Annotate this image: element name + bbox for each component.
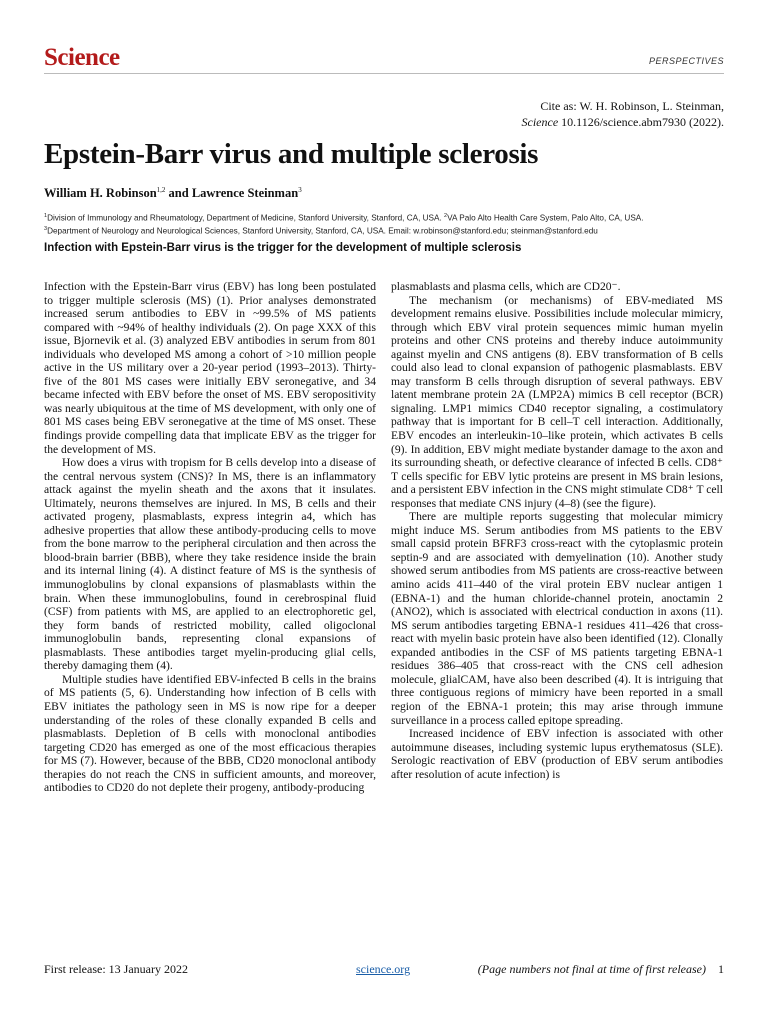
paragraph: plasmablasts and plasma cells, which are CD20⁻. [391,280,621,293]
release-date: First release: 13 January 2022 [44,962,188,976]
section-label: PERSPECTIVES [648,56,724,66]
body-column-right [391,280,723,781]
paragraph: Increased incidence of EBV infection is associated with other autoimmune diseases, including systemic lupus erythematosus (SLE). Serologic reactivation of EBV (production of EBV serum antibodies after resolution of acute infection) is [391,727,723,781]
citation-doi: 10.1126/science.abm7930 (2022). [558,115,724,129]
author-conjunction: and [165,186,192,201]
affil-marker-2: 2 [444,213,448,219]
paragraph: The mechanism (or mechanisms) of EBV-mediated MS development remains elusive. Possibilities include molecular mimicry, through which EBV viral protein sequences mimic human myelin proteins and other CNS proteins and thereby induce autoimmunity against myelin and CNS antigens (8). EBV transformation of B cells could also lead to clonal expansion of pathogenic plasmablasts. EBV may transform B cells through disruption of several pathways. EBV latent membrane protein 2A (LMP2A) mimics B cell receptor (BCR) signaling. LMP1 mimics CD40 receptor signaling, a costimulatory pathway that is important for B cell–T cell interaction. Additionally, EBV encodes an interleukin-10–like protein, which activates B cells (9). In addition, EBV might mediate bystander damage to the axon and its surrounding sheath, or defective clearance of infected B cells. CD8⁺ T cells specific for EBV lytic proteins are present in MS brain lesions, and a persistent EBV infection in the CNS might stimulate CD8⁺ T cell responses that mediate CNS injury (4–8) (see the figure). [391,293,723,510]
citation [522,98,725,130]
paragraph: Infection with the Epstein-Barr virus (EBV) has long been postulated to trigger multiple sclerosis (MS) (1). Prior analyses demonstrated increased serum antibodies to EBV in ~99.5% of MS patients compared with ~94% of healthy individuals (2). On page XXX of this issue, Bjornevik et al. (3) analyzed EBV antibodies in serum from 801 individuals who developed MS among a cohort of >10 million people active in the US military over a 20-year period (1993–2013). Thirty-five of the 801 MS cases were initially EBV seronegative, and 34 became infected with EBV before the onset of MS. EBV seropositivity was nearly ubiquitous at the time of MS development, with only one of 801 MS cases being EBV seronegative at the time of MS onset. These findings provide compelling data that implicate EBV as the trigger for the development of MS. [44,280,376,456]
paragraph: How does a virus with tropism for B cells develop into a disease of the central nervous system (CNS)? In MS, there is an inflammatory attack against the myelin sheath and the axons that it insulates. Ultimately, neurons themselves are injured. In MS, B cells and their activated progeny, plasmablasts, express integrin a4, which has adhesive properties that allow these antibody-producing cells to move from the bone marrow to the peripheral circulation and then across the blood-brain barrier (BBB), where they take residence inside the brain and its internal lining (4). A distinct feature of MS is the synthesis of immunoglobulins by clonal expansions of plasmablasts within the brain. When these immunoglobulins, found in cerebrospinal fluid (CSF) from patients with MS, are applied to an electrophoretic gel, they form bands of restricted mobility, called oligoclonal immunoglobulin bands, representing clonal expansions of plasmablasts. These antibodies target myelin-producing glial cells, thereby damaging them (4). [44,456,376,673]
page-note: (Page numbers not final at time of first release) [477,962,706,976]
paragraph: There are multiple reports suggesting that molecular mimicry might induce MS. Serum antibodies from MS patients to the EBV small capsid protein BFRF3 cross-react with the cytoplasmic protein septin-9 and are associated with demyelination (10). Another study showed serum antibodies from MS patients are cross-reactive between amino acids 411–440 of the viral protein EBV nuclear antigen 1 (EBNA-1) and the human chloride-channel protein, anoctamin 2 (ANO2), which is associated with electrical conduction in axons (11). MS serum antibodies targeting EBNA-1 residues 411–426 that cross-react with myelin basic protein have also been identified (12). Clonally expanded antibodies in the CSF of MS patients targeting EBNA-1 residues 386–405 that cross-react with the CNS cell adhesion molecule, glialCAM, have also been described (4). It is intriguing that three contiguous regions of mimicry have been reported in a small region of the EBNA-1 protein; this may arise through immune surveillance in a process called epitope spreading. [391,510,723,727]
affiliation-line-2 [44,224,644,237]
affiliations [44,211,644,237]
paragraph: Multiple studies have identified EBV-infected B cells in the brains of MS patients (5, 6). Understanding how infection of B cells with EBV initiates the pathology seen in MS is now ripe for a deeper understanding of the roles of these clonally expanded B cells and plasmablasts. Depletion of B cells with monoclonal antibodies targeting CD20 has emerged as one of the most efficacious therapies for MS (7). However, because of the BBB, CD20 monoclonal antibody therapies do not reach the CNS in sufficient amounts, and moreover, antibodies to CD20 do not deplete their progeny, antibody-producing [44,672,376,795]
citation-journal: Science [521,115,559,129]
site-link[interactable]: science.org [356,962,411,976]
affiliation-1: Division of Immunology and Rheumatology, Department of Medicine, Stanford University, Stanford, CA, USA. [47,213,445,223]
header-divider [44,73,724,74]
affiliation-line-1 [44,211,644,224]
author-2: Lawrence Steinman [191,186,299,201]
citation-line1: Cite as: W. H. Robinson, L. Steinman, [540,99,724,113]
author-2-affil: 3 [298,186,302,194]
article-title: Epstein-Barr virus and multiple sclerosis [44,138,539,170]
article-summary: Infection with Epstein-Barr virus is the trigger for the development of multiple sclerosis [44,242,522,254]
affiliation-3: Department of Neurology and Neurological Sciences, Stanford University, Stanford, CA, USA. Email: w.robinson@stanford.edu; steinman@stanford.edu [47,226,598,236]
affiliation-2: VA Palo Alto Health Care System, Palo Alto, CA, USA. [447,213,644,223]
author-1-affil: 1,2 [156,186,166,194]
affil-marker-1: 1 [44,213,48,219]
citation-line2 [522,114,725,130]
page-number: 1 [718,962,724,976]
author-1: William H. Robinson [44,186,157,201]
author-list [44,186,302,201]
affil-marker-3: 3 [44,226,48,233]
journal-logo: Science [44,44,120,71]
body-column-left [44,280,376,795]
page-footer [44,962,724,978]
